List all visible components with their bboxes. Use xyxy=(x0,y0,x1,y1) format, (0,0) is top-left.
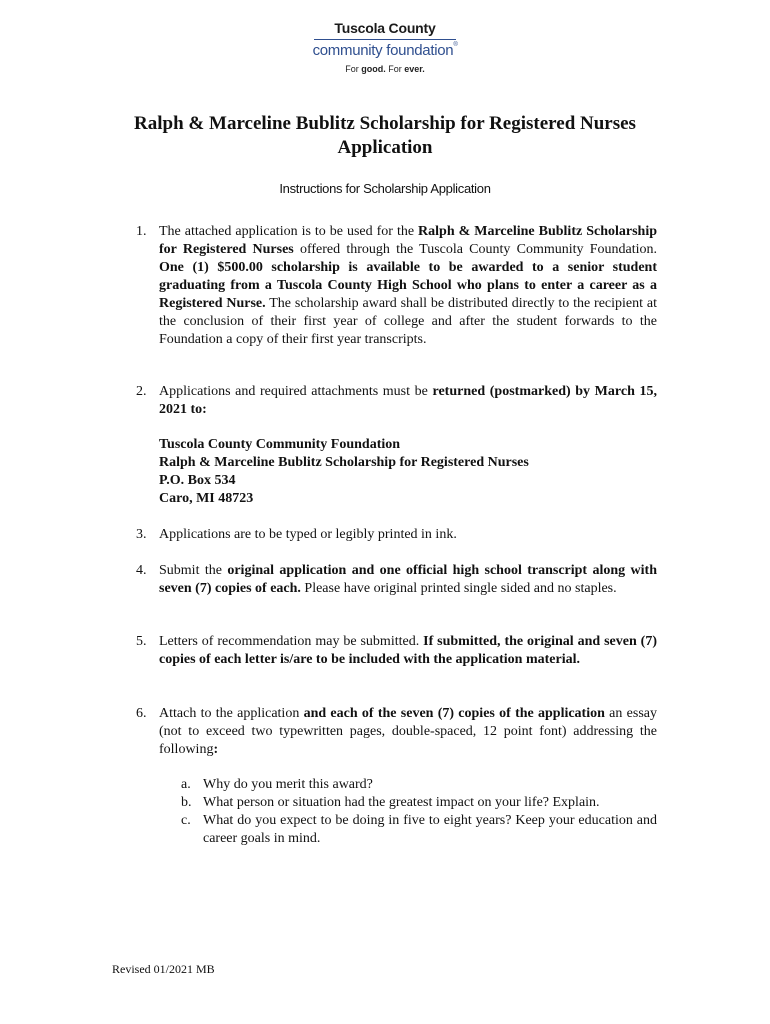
question-text: Why do you merit this award? xyxy=(203,777,373,792)
question-text: What do you expect to be doing in five to eight years? Keep your education and career goals in mind. xyxy=(203,813,657,846)
address-line: Caro, MI 48723 xyxy=(159,491,254,506)
question-letter: b. xyxy=(181,795,192,810)
instruction-item-4 xyxy=(136,562,657,598)
item-number: 5. xyxy=(136,634,147,649)
address-line: P.O. Box 534 xyxy=(159,473,236,488)
item-text: The attached application is to be used for the Ralph & Marceline Bublitz Scholarship for Registered Nurses offered through the Tuscola County Community Foundation. One (1) $500.00 scholarship is available to be awarded to a senior student graduating from a Tuscola County High School who plans to enter a career as a Registered Nurse. The scholarship award shall be distributed directly to the recipient at the conclusion of their first year of college and after the student forwards to the Foundation a copy of their first year transcripts. xyxy=(159,224,658,347)
item-number: 2. xyxy=(136,384,147,399)
mailing-address xyxy=(159,436,529,508)
instruction-item-6 xyxy=(136,705,657,759)
essay-question-b xyxy=(181,794,657,812)
document-title: Ralph & Marceline Bublitz Scholarship for Registered Nurses Application xyxy=(134,113,636,158)
instruction-item-1 xyxy=(136,223,657,349)
address-line: Ralph & Marceline Bublitz Scholarship for Registered Nurses xyxy=(159,455,529,470)
item-text: Letters of recommendation may be submitted. If submitted, the original and seven (7) copies of each letter is/are to be included with the application material. xyxy=(159,634,657,667)
instruction-item-3 xyxy=(136,526,657,544)
revision-note: Revised 01/2021 MB xyxy=(112,962,215,976)
foundation-logo xyxy=(300,20,470,74)
instructions-heading: Instructions for Scholarship Application xyxy=(279,181,491,196)
item-number: 1. xyxy=(136,224,147,239)
logo-name: Tuscola County xyxy=(334,20,436,36)
question-text: What person or situation had the greatest impact on your life? Explain. xyxy=(203,795,600,810)
item-number: 6. xyxy=(136,706,147,721)
item-text: Applications and required attachments must be returned (postmarked) by March 15, 2021 to: xyxy=(159,384,657,417)
essay-question-c xyxy=(181,812,657,848)
logo-tagline: For good. For ever. xyxy=(345,64,425,74)
item-text: Attach to the application and each of the seven (7) copies of the application an essay (not to exceed two typewritten pages, double-spaced, 12 point font) addressing the following: xyxy=(159,706,657,757)
address-line: Tuscola County Community Foundation xyxy=(159,437,401,452)
question-letter: c. xyxy=(181,813,191,828)
instruction-item-2 xyxy=(136,383,657,419)
instruction-item-5 xyxy=(136,633,657,669)
essay-question-a xyxy=(181,776,657,794)
item-text: Submit the original application and one official high school transcript along with seven (7) copies of each. Please have original printed single sided and no staples. xyxy=(159,563,657,596)
item-number: 4. xyxy=(136,563,147,578)
item-number: 3. xyxy=(136,527,147,542)
logo-subtitle: community foundation® xyxy=(312,42,458,59)
logo-divider xyxy=(314,39,456,40)
question-letter: a. xyxy=(181,777,191,792)
item-text: Applications are to be typed or legibly printed in ink. xyxy=(159,527,457,542)
